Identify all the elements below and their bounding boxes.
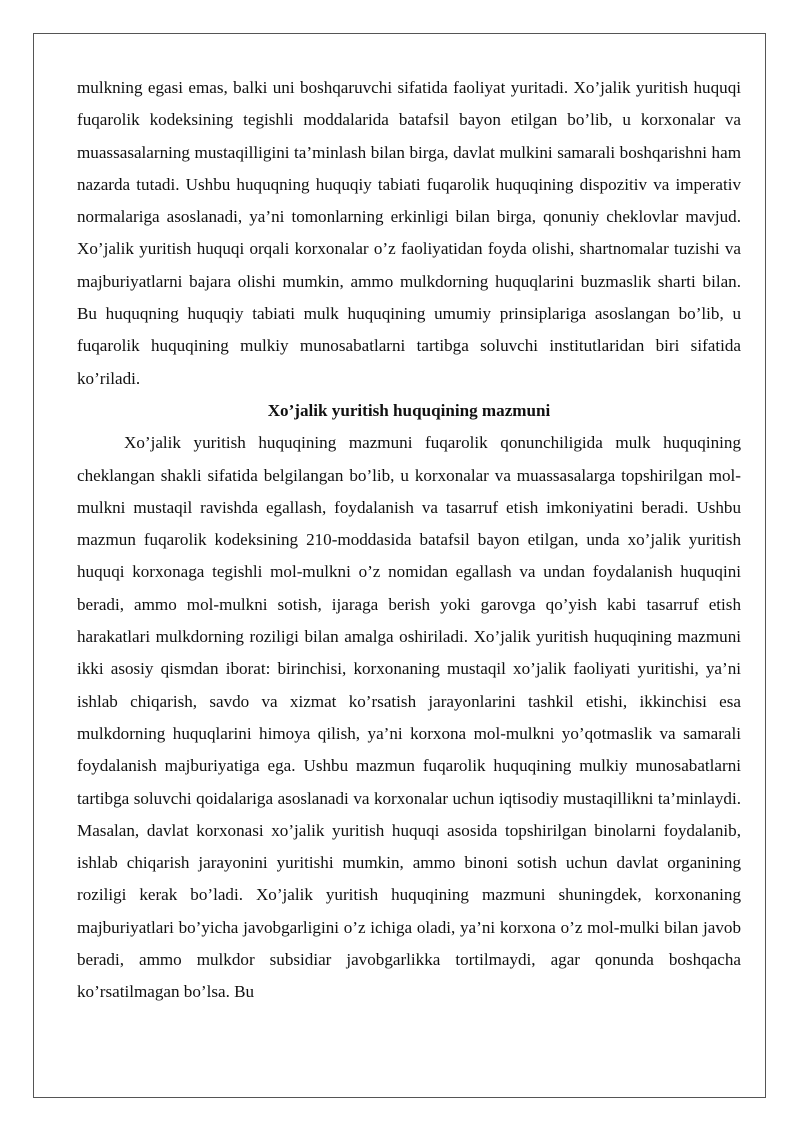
document-body [77, 72, 741, 1009]
body-paragraph-1: mulkning egasi emas, balki uni boshqaruvchi sifatida faoliyat yuritadi. Xo’jalik yuritish huquqi fuqarolik kodeksining tegishli moddalarida batafsil bayon etilgan bo’lib, u korxonalar va muassasalarning mustaqilligini ta’minlash bilan birga, davlat mulkini samarali boshqarishni ham nazarda tutadi. Ushbu huquqning huquqiy tabiati fuqarolik huquqining dispozitiv va imperativ normalariga asoslanadi, ya’ni tomonlarning erkinligi bilan birga, qonuniy cheklovlar mavjud. Xo’jalik yuritish huquqi orqali korxonalar o’z faoliyatidan foyda olishi, shartnomalar tuzishi va majburiyatlarni bajara olishi mumkin, ammo mulkdorning huquqlarini buzmaslik sharti bilan. Bu huquqning huquqiy tabiati mulk huquqining umumiy prinsiplariga asoslangan bo’lib, u fuqarolik huquqining mulkiy munosabatlarni tartibga soluvchi institutlaridan biri sifatida ko’riladi. [77, 78, 741, 388]
section-heading: Xo’jalik yuritish huquqining mazmuni [267, 400, 551, 420]
body-paragraph-2: Xo’jalik yuritish huquqining mazmuni fuqarolik qonunchiligida mulk huquqining cheklangan shakli sifatida belgilangan bo’lib, u korxonalar va muassasalarga topshirilgan mol-mulkni mustaqil ravishda egallash, foydalanish va tasarruf etish imkoniyatini beradi. Ushbu mazmun fuqarolik kodeksining 210-moddasida batafsil bayon etilgan, unda xo’jalik yuritish huquqi korxonaga tegishli mol-mulkni o’z nomidan egallash va undan foydalanish huquqini beradi, ammo mol-mulkni sotish, ijaraga berish yoki garovga qo’yish kabi tasarruf etish harakatlari mulkdorning roziligi bilan amalga oshiriladi. Xo’jalik yuritish huquqining mazmuni ikki asosiy qismdan iborat: birinchisi, korxonaning mustaqil xo’jalik faoliyati yuritishi, ya’ni ishlab chiqarish, savdo va xizmat ko’rsatish jarayonlarini tashkil etishi, ikkinchisi esa mulkdorning huquqlarini himoya qilish, ya’ni korxona mol-mulkni yo’qotmaslik va samarali foydalanish majburiyatiga ega. Ushbu mazmun fuqarolik huquqining mulkiy munosabatlarni tartibga soluvchi qoidalariga asoslanadi va korxonalar uchun iqtisodiy mustaqillikni ta’minlaydi. Masalan, davlat korxonasi xo’jalik yuritish huquqi asosida topshirilgan binolarni foydalanib, ishlab chiqarish jarayonini yuritishi mumkin, ammo binoni sotish uchun davlat organining roziligi kerak bo’ladi. Xo’jalik yuritish huquqining mazmuni shuningdek, korxonaning majburiyatlari bo’yicha javobgarligini o’z ichiga oladi, ya’ni korxona o’z mol-mulki bilan javob beradi, ammo mulkdor subsidiar javobgarlikka tortilmaydi, agar qonunda boshqacha ko’rsatilmagan bo’lsa. Bu [77, 433, 741, 1002]
